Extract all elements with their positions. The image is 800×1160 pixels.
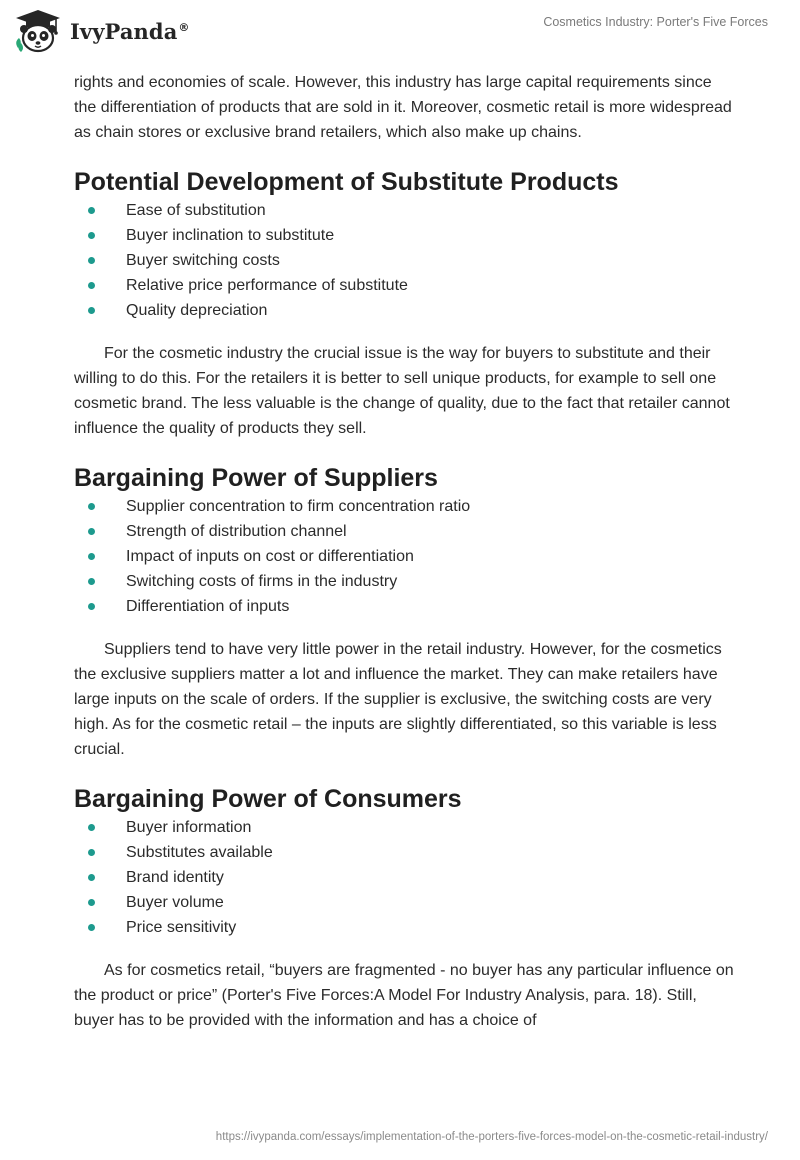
bullet-icon [88, 257, 95, 264]
bullet-icon [88, 899, 95, 906]
section-heading-substitutes: Potential Development of Substitute Products [74, 168, 619, 196]
paragraph-consumers: As for cosmetics retail, “buyers are fragmented - no buyer has any particular influence on the product or price” (Porter's Five Forces:A Model For Industry Analysis, para. 18). Still, buyer has to be provided with the information and has a choice of [74, 962, 734, 1029]
list-item: Price sensitivity [74, 915, 734, 940]
list-item: Relative price performance of substitute [74, 273, 734, 298]
list-item: Impact of inputs on cost or differentiation [74, 544, 734, 569]
list-item: Buyer inclination to substitute [74, 223, 734, 248]
bullet-icon [88, 849, 95, 856]
bullet-icon [88, 553, 95, 560]
list-item: Differentiation of inputs [74, 594, 734, 619]
list-item: Quality depreciation [74, 298, 734, 323]
logo-text: IvyPanda® [70, 18, 190, 44]
list-item: Brand identity [74, 865, 734, 890]
list-item: Buyer volume [74, 890, 734, 915]
section-heading-consumers: Bargaining Power of Consumers [74, 785, 462, 813]
intro-paragraph: rights and economies of scale. However, this industry has large capital requirements since the differentiation of products that are sold in it. Moreover, cosmetic retail is more widespread as chain stores or exclusive brand retailers, which also make up chains. [74, 74, 732, 141]
essay-content [74, 70, 734, 1033]
page-header [0, 0, 800, 64]
bullet-icon [88, 307, 95, 314]
list-item: Supplier concentration to firm concentration ratio [74, 494, 734, 519]
bullet-icon [88, 528, 95, 535]
bullet-list-substitutes [74, 198, 734, 323]
bullet-list-consumers [74, 815, 734, 940]
bullet-icon [88, 207, 95, 214]
bullet-icon [88, 503, 95, 510]
paragraph-substitutes: For the cosmetic industry the crucial issue is the way for buyers to substitute and their willing to do this. For the retailers it is better to sell unique products, for example to sell one cosmetic brand. The less valuable is the change of quality, due to the fact that retailer cannot influence the quality of products they sell. [74, 345, 730, 437]
bullet-icon [88, 924, 95, 931]
list-item: Buyer switching costs [74, 248, 734, 273]
bullet-icon [88, 874, 95, 881]
panda-graduate-icon [12, 8, 64, 54]
ivypanda-logo[interactable] [12, 8, 190, 54]
bullet-icon [88, 232, 95, 239]
list-item: Ease of substitution [74, 198, 734, 223]
bullet-icon [88, 603, 95, 610]
list-item: Strength of distribution channel [74, 519, 734, 544]
paragraph-suppliers: Suppliers tend to have very little power in the retail industry. However, for the cosmetics the exclusive suppliers matter a lot and influence the market. They can make retailers have large inputs on the scale of orders. If the supplier is exclusive, the switching costs are very high. As for the cosmetic retail – the inputs are slightly differentiated, so this variable is less crucial. [74, 641, 722, 758]
bullet-icon [88, 282, 95, 289]
list-item: Switching costs of firms in the industry [74, 569, 734, 594]
list-item: Substitutes available [74, 840, 734, 865]
bullet-list-suppliers [74, 494, 734, 619]
bullet-icon [88, 578, 95, 585]
section-heading-suppliers: Bargaining Power of Suppliers [74, 464, 438, 492]
document-title: Cosmetics Industry: Porter's Five Forces [543, 15, 768, 29]
source-url[interactable]: https://ivypanda.com/essays/implementation-of-the-porters-five-forces-model-on-the-cosmetic-retail-industry/ [215, 1131, 768, 1143]
bullet-icon [88, 824, 95, 831]
list-item: Buyer information [74, 815, 734, 840]
